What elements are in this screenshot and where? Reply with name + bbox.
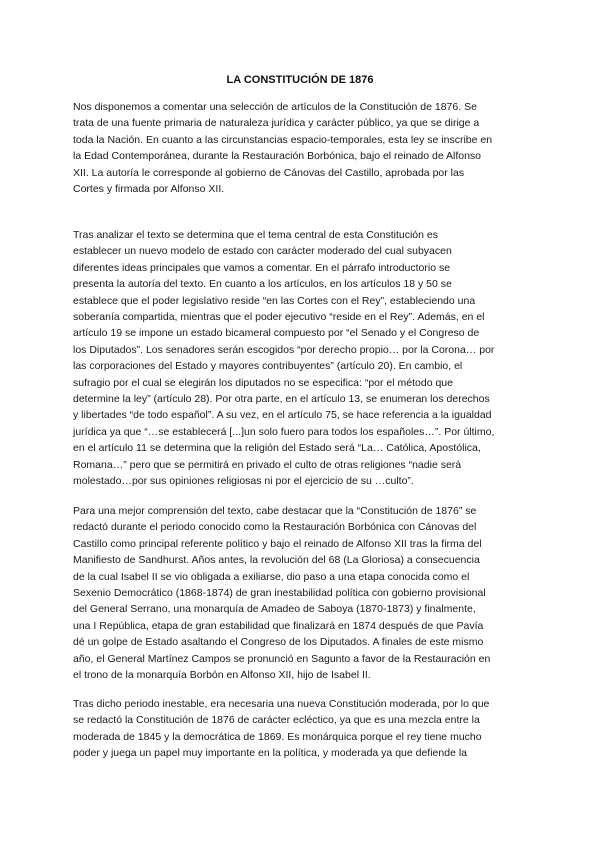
paragraph-analysis <box>73 227 529 490</box>
text-line: los Diputados”. Los senadores serán escogidos “por derecho propio… por la Corona… por <box>73 343 495 356</box>
text-line: establecer un nuevo modelo de estado con carácter moderado del cual subyacen <box>73 245 452 258</box>
text-line: establece que el poder legislativo reside “en las Cortes con el Rey”, estableciendo una <box>73 294 476 307</box>
text-line: moderada de 1845 y la democrática de 1869. Es monárquica porque el rey tiene mucho <box>73 730 482 743</box>
text-line: Para una mejor comprensión del texto, cabe destacar que la “Constitución de 1876” se <box>73 505 477 517</box>
text-line: del General Serrano, una monarquía de Amadeo de Saboya (1870-1873) y finalmente, <box>73 603 476 616</box>
text-line: una I República, etapa de gran estabilidad que finalizará en 1874 después de que Pavía <box>73 619 484 632</box>
text-line: redactó durante el periodo conocido como la Restauración Borbónica con Cánovas del <box>73 521 477 534</box>
text-line: Tras dicho periodo inestable, era necesaria una nueva Constitución moderada, por lo que <box>73 698 490 710</box>
text-line: Tras analizar el texto se determina que el tema central de esta Constitución es <box>73 229 438 241</box>
paragraph-introduction <box>73 99 529 197</box>
text-line: molestado…por sus opiniones religiosas ni por el ejercicio de su …culto”. <box>73 475 414 488</box>
text-line: la Edad Contemporánea, durante la Restauración Borbónica, bajo el reinado de Alfonso <box>73 150 482 163</box>
paragraph-context <box>73 503 529 683</box>
text-line: y libertades “de todo español”. A su vez, en el artículo 75, se hace referencia a la igualdad <box>73 409 492 422</box>
text-line: el trono de la monarquía Borbón en Alfonso XII, hijo de Isabel II. <box>73 669 371 682</box>
text-line: sufragio por el cual se elegirán los diputados no se especifica: “por el método que <box>73 376 453 389</box>
text-line: XII. La autoría le corresponde al gobierno de Cánovas del Castillo, aprobada por las <box>73 166 465 179</box>
text-line: las corporaciones del Estado y mayores contribuyentes” (artículo 20). En cambio, el <box>73 360 463 373</box>
text-line: jurídica ya que “…se establecerá [...]un solo fuero para todos los españoles…”. Por último, <box>73 425 495 438</box>
text-line: diferentes ideas principales que vamos a comentar. En el párrafo introductorio se <box>73 261 451 274</box>
text-line: Sexenio Democrático (1868-1874) de gran inestabilidad política con gobierno provisional <box>73 587 486 600</box>
text-line: trata de una fuente primaria de naturaleza jurídica y carácter público, ya que se dirige a <box>73 117 480 130</box>
paragraph-conclusion <box>73 696 529 762</box>
text-line: dé un golpe de Estado asaltando el Congreso de los Diputados. A finales de este mismo <box>73 636 484 649</box>
text-line: determine la ley” (artículo 28). Por otra parte, en el artículo 13, se enumeran los derechos <box>73 393 490 406</box>
text-line: toda la Nación. En cuanto a las circunstancias espacio-temporales, esta ley se inscribe en <box>73 133 493 146</box>
text-line: en el artículo 11 se determina que la religión del Estado será “La… Católica, Apostólica, <box>73 442 481 455</box>
text-line: Romana…” pero que se permitirá en privado el culto de otras religiones “nadie será <box>73 458 462 471</box>
document-title: LA CONSTITUCIÓN DE 1876 <box>226 74 374 86</box>
text-line: Cortes y firmada por Alfonso XII. <box>73 183 225 196</box>
text-line: artículo 19 se impone un estado bicameral compuesto por “el Senado y el Congreso de <box>73 327 480 340</box>
text-line: de la cual Isabel II se vio obligada a exiliarse, dio paso a una etapa conocida como el <box>73 570 470 583</box>
text-line: se redactó la Constitución de 1876 de carácter ecléctico, ya que es una mezcla entre la <box>73 714 480 727</box>
text-line: año, el General Martínez Campos se pronunció en Sagunto a favor de la Restauración en <box>73 652 491 665</box>
text-line: poder y juega un papel muy importante en la política, y moderada ya que defiende la <box>73 747 468 760</box>
text-line: presenta la autoría del texto. En cuanto a los artículos, en los artículos 18 y 50 se <box>73 278 452 291</box>
text-line: Castillo como principal referente político y bajo el reinado de Alfonso XII tras la firma del <box>73 537 482 550</box>
text-line: Nos disponemos a comentar una selección de artículos de la Constitución de 1876. Se <box>73 101 477 113</box>
text-line: soberanía compartida, mientras que el poder ejecutivo “reside en el Rey”. Además, en el <box>73 311 485 324</box>
text-line: Manifiesto de Sandhurst. Años antes, la revolución del 68 (La Gloriosa) a consecuencia <box>73 554 480 567</box>
